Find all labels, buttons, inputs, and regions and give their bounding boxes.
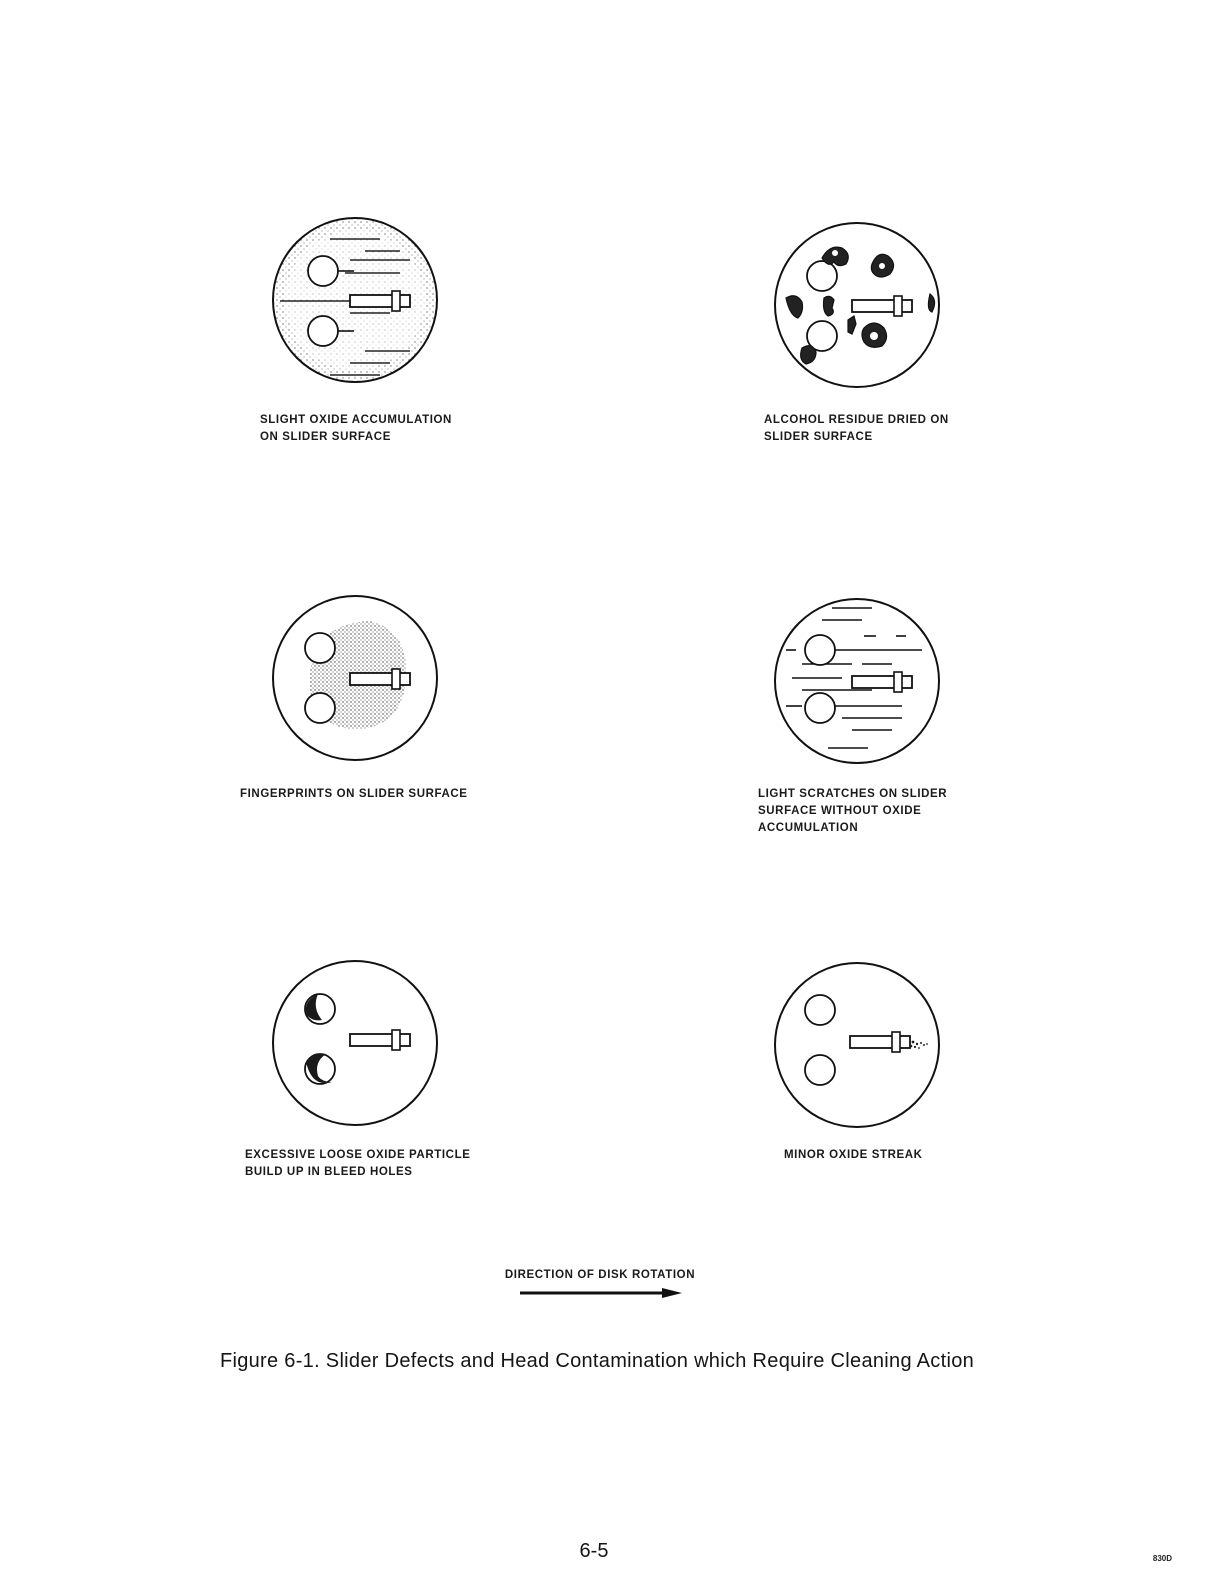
bleed-hole-upper	[807, 261, 837, 291]
caption-light-scratches: LIGHT SCRATCHES ON SLIDER SURFACE WITHOUT OXIDE ACCUMULATION	[758, 788, 948, 834]
slider-head-diagram	[772, 596, 942, 766]
caption-slight-oxide: SLIGHT OXIDE ACCUMULATION ON SLIDER SURFACE	[260, 414, 452, 443]
rotation-arrow	[518, 1286, 684, 1300]
diagram-loose-oxide	[270, 958, 440, 1128]
bleed-hole-upper	[805, 635, 835, 665]
bleed-hole-upper	[805, 995, 835, 1025]
diagram-fingerprints	[270, 593, 440, 763]
caption-oxide-streak: MINOR OXIDE STREAK	[784, 1149, 923, 1161]
slider-head-diagram	[270, 593, 440, 763]
slider-head-diagram	[772, 220, 942, 390]
bleed-hole-lower	[805, 1055, 835, 1085]
page-number: 6-5	[579, 1540, 609, 1562]
caption-loose-oxide: EXCESSIVE LOOSE OXIDE PARTICLE BUILD UP IN BLEED HOLES	[245, 1149, 471, 1178]
diagram-oxide-streak	[772, 960, 942, 1130]
caption-alcohol-residue: ALCOHOL RESIDUE DRIED ON SLIDER SURFACE	[764, 414, 949, 443]
rotation-label: DIRECTION OF DISK ROTATION	[504, 1269, 696, 1281]
bleed-hole-upper	[305, 633, 335, 663]
diagram-slight-oxide	[270, 215, 440, 385]
slider-head-diagram	[772, 960, 942, 1130]
page-code: 830D	[1152, 1554, 1172, 1563]
slider-head-diagram	[270, 958, 440, 1128]
bleed-hole-lower	[308, 316, 338, 346]
diagram-alcohol-residue	[772, 220, 942, 390]
caption-fingerprints: FINGERPRINTS ON SLIDER SURFACE	[240, 788, 468, 800]
slider-head-diagram	[270, 215, 440, 385]
bleed-hole-upper	[308, 256, 338, 286]
bleed-hole-lower	[805, 693, 835, 723]
figure-caption: Figure 6-1. Slider Defects and Head Contamination which Require Cleaning Action	[219, 1350, 975, 1372]
bleed-hole-lower	[305, 693, 335, 723]
diagram-light-scratches	[772, 596, 942, 766]
